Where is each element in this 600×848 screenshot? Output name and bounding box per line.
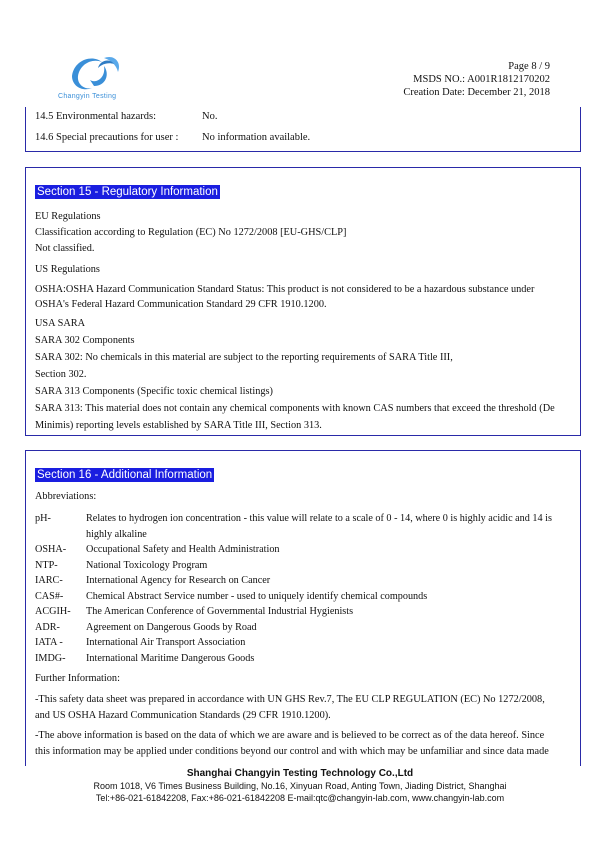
abbreviation-key: IARC- bbox=[35, 575, 63, 586]
further-para-1-line-2: and US OSHA Hazard Communication Standards (29 CFR 1910.1200). bbox=[35, 710, 331, 721]
abbreviation-line-1: Relates to hydrogen ion concentration - this value will relate to a scale of 0 - 14, where 0 is highly acidic and 14 is bbox=[86, 513, 552, 524]
osha-line-1: OSHA Hazard Communication Standard Status: This product is not considered to be a hazardous substance under bbox=[65, 284, 535, 295]
env-hazards-label: 14.5 Environmental hazards: bbox=[35, 111, 157, 122]
eu-regulations-heading: EU Regulations bbox=[35, 211, 101, 222]
special-precautions-value: No information available. bbox=[202, 132, 311, 143]
section-16-title: Section 16 - Additional Information bbox=[37, 469, 213, 481]
abbreviation-value: National Toxicology Program bbox=[86, 560, 208, 571]
abbreviation-line-2: highly alkaline bbox=[86, 528, 147, 540]
abbreviation-value: International Agency for Research on Cancer bbox=[86, 575, 271, 586]
logo-text: Changyin Testing bbox=[58, 93, 117, 100]
osha-line-2: OSHA's Federal Hazard Communication Standard 29 CFR 1910.1200. bbox=[35, 299, 327, 310]
abbreviation-key: CAS#- bbox=[35, 591, 64, 602]
section-16-box bbox=[25, 450, 581, 766]
section-15-title: Section 15 - Regulatory Information bbox=[37, 186, 218, 198]
abbreviation-key: NTP- bbox=[35, 560, 58, 571]
section-14-box bbox=[25, 107, 581, 152]
abbreviation-value: International Air Transport Association bbox=[86, 637, 246, 648]
abbreviation-key: ADR- bbox=[35, 622, 60, 633]
footer-contact: Tel:+86-021-61842208, Fax:+86-021-61842208 E-mail:qtc@changyin-lab.com, www.changyin-lab.com bbox=[95, 793, 505, 803]
sara-302-heading: SARA 302 Components bbox=[35, 335, 135, 346]
page-footer bbox=[0, 768, 600, 804]
sara-313-line-2: Minimis) reporting levels established by SARA Title III, Section 313. bbox=[35, 420, 322, 431]
abbreviation-key: IMDG- bbox=[35, 653, 66, 664]
abbreviations-heading: Abbreviations: bbox=[35, 491, 97, 502]
further-information-heading: Further Information: bbox=[35, 673, 120, 684]
sara-313-line-1: SARA 313: This material does not contain any chemical components with known CAS numbers that exceed the threshold (De bbox=[35, 403, 555, 414]
osha-label: OSHA: bbox=[35, 284, 66, 295]
msds-number: MSDS NO.: A001R1812170202 bbox=[413, 74, 550, 85]
footer-company: Shanghai Changyin Testing Technology Co.,Ltd bbox=[186, 768, 414, 779]
further-para-1-line-1: -This safety data sheet was prepared in accordance with UN GHS Rev.7, The EU CLP REGULATION (EC) No 1272/2008, bbox=[35, 694, 545, 705]
us-regulations-heading: US Regulations bbox=[35, 264, 100, 275]
env-hazards-value: No. bbox=[202, 111, 218, 122]
abbreviation-value: Occupational Safety and Health Administration bbox=[86, 544, 280, 555]
abbreviation-value: Agreement on Dangerous Goods by Road bbox=[86, 622, 257, 633]
usa-sara-heading: USA SARA bbox=[35, 318, 86, 329]
abbreviation-value: International Maritime Dangerous Goods bbox=[86, 653, 255, 664]
further-para-2-line-1: -The above information is based on the data of which we are aware and is believed to be correct as of the data hereof. Since bbox=[35, 730, 545, 741]
abbreviation-key: pH- bbox=[35, 513, 51, 524]
abbreviation-key: ACGIH- bbox=[35, 606, 71, 617]
further-para-2-line-2: this information may be applied under conditions beyond our control and with which may be unfamiliar and since data made bbox=[35, 746, 549, 757]
abbreviation-value bbox=[86, 511, 576, 542]
not-classified-text: Not classified. bbox=[35, 243, 95, 254]
document-header-info bbox=[403, 60, 550, 99]
abbreviation-value: Chemical Abstract Service number - used to uniquely identify chemical compounds bbox=[86, 591, 428, 602]
section-15-box bbox=[25, 167, 581, 436]
company-logo bbox=[62, 50, 132, 110]
sara-302-line-1: SARA 302: No chemicals in this material are subject to the reporting requirements of SARA Title III, bbox=[35, 352, 453, 363]
abbreviation-value: The American Conference of Governmental Industrial Hygienists bbox=[86, 606, 354, 617]
footer-address: Room 1018, V6 Times Business Building, No.16, Xinyuan Road, Anting Town, Jiading District, Shanghai bbox=[93, 781, 507, 791]
sara-313-heading: SARA 313 Components (Specific toxic chemical listings) bbox=[35, 386, 273, 397]
page-number: Page 8 / 9 bbox=[508, 61, 550, 72]
creation-date: Creation Date: December 21, 2018 bbox=[403, 87, 550, 98]
classification-heading: Classification according to Regulation (EC) No 1272/2008 [EU-GHS/CLP] bbox=[35, 227, 347, 238]
abbreviation-key: IATA - bbox=[35, 637, 63, 648]
special-precautions-label: 14.6 Special precautions for user : bbox=[35, 132, 179, 143]
sara-302-line-2: Section 302. bbox=[35, 369, 87, 380]
abbreviation-key: OSHA- bbox=[35, 544, 67, 555]
